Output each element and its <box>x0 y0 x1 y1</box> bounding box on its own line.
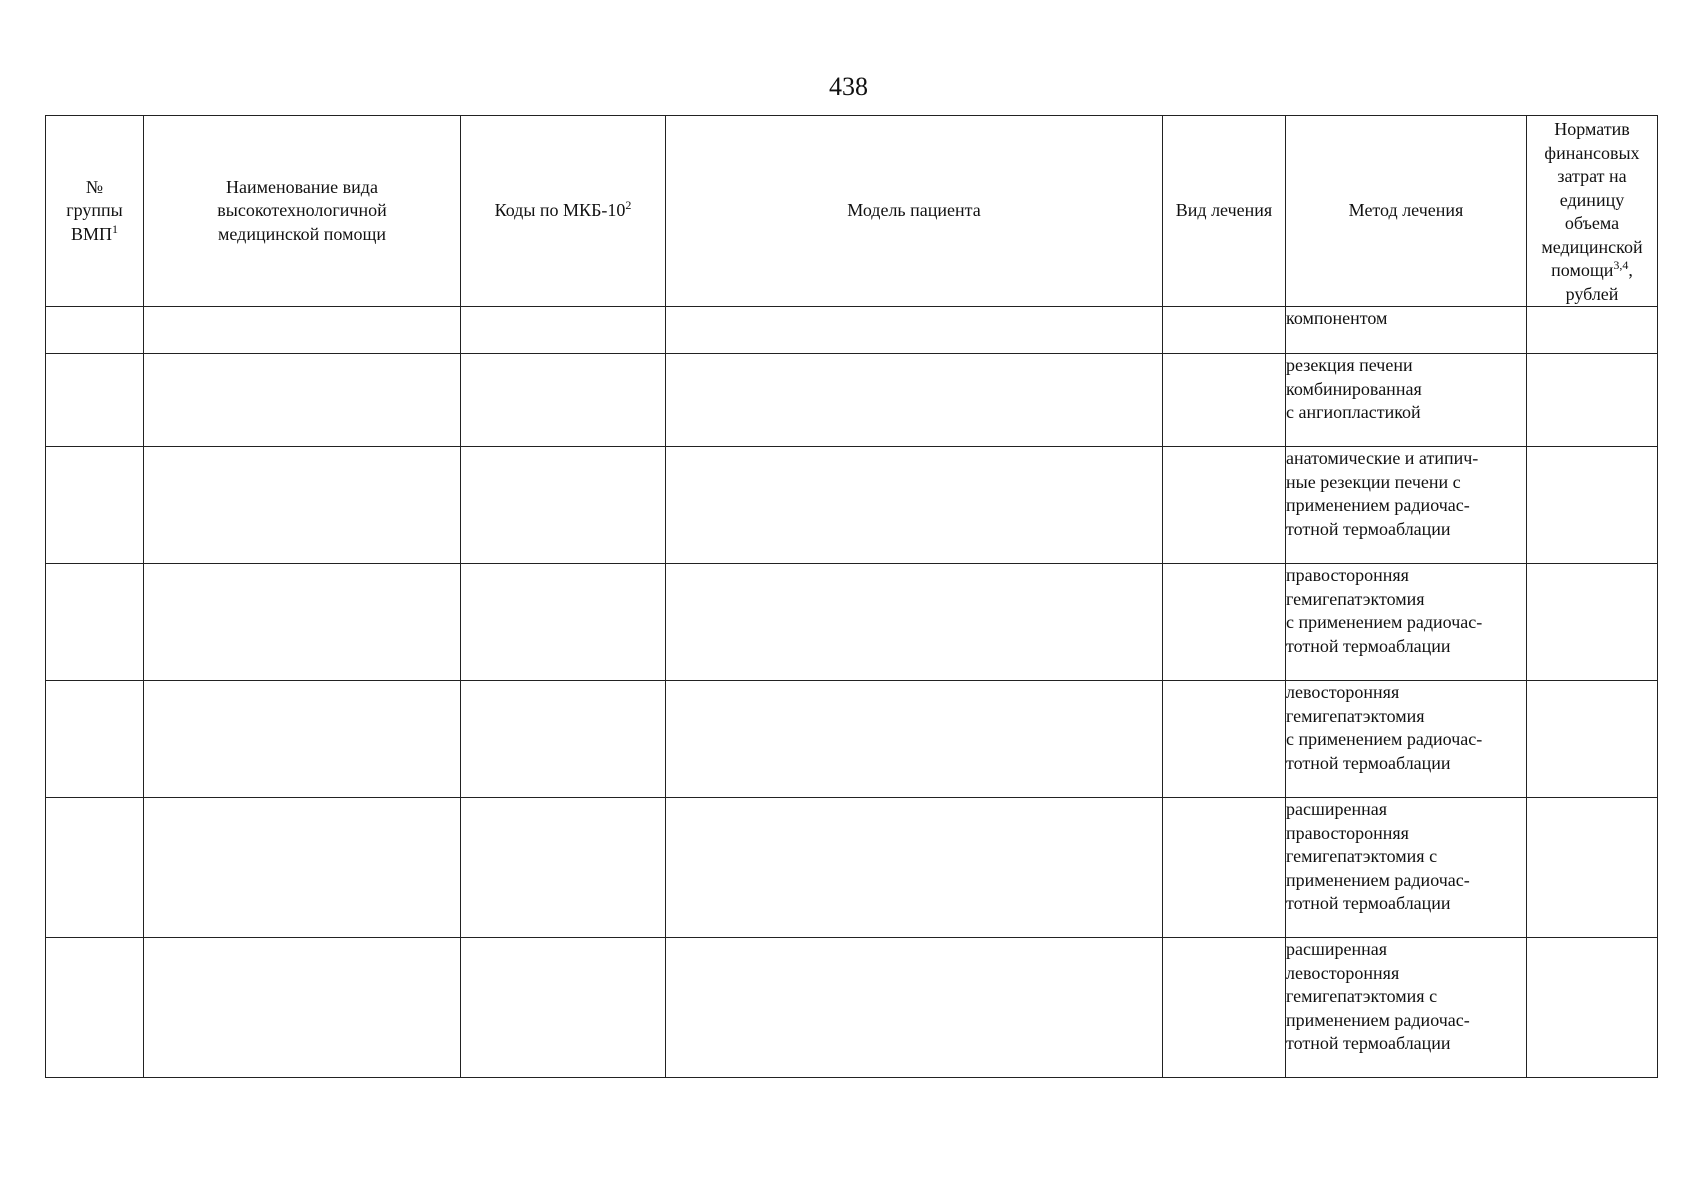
cell-patient-model <box>666 447 1163 564</box>
cell-group-no <box>46 354 144 447</box>
cell-cost-norm <box>1527 307 1658 354</box>
header-type-name: Наименование вида высокотехнологичной медицинской помощи <box>144 116 461 307</box>
cell-cost-norm <box>1527 681 1658 798</box>
cell-type-name <box>144 447 461 564</box>
method-line: с применением радиочас- <box>1286 612 1483 632</box>
method-line: комбинированная <box>1286 378 1422 399</box>
table-row <box>46 798 1658 938</box>
cell-icd-codes <box>461 681 666 798</box>
method-line: с применением радиочас- <box>1286 729 1483 749</box>
method-line: тотной термоаблации <box>1286 518 1451 539</box>
cell-cost-norm <box>1527 798 1658 938</box>
cell-patient-model <box>666 564 1163 681</box>
table-row <box>46 938 1658 1078</box>
cell-type-name <box>144 681 461 798</box>
method-line: левосторонняя <box>1286 962 1400 983</box>
header-treatment-type: Вид лечения <box>1163 116 1286 307</box>
cell-icd-codes <box>461 798 666 938</box>
cell-type-name <box>144 307 461 354</box>
method-line: тотной термоаблации <box>1286 752 1451 773</box>
method-line: тотной термоаблации <box>1286 1033 1451 1053</box>
cell-treatment-method <box>1286 681 1527 798</box>
cell-treatment-type <box>1163 307 1286 354</box>
header-icd-codes: Коды по МКБ-$10^2$ <box>461 116 666 307</box>
cell-treatment-type <box>1163 681 1286 798</box>
cell-treatment-method <box>1286 447 1527 564</box>
method-line: гемигепатэктомия с <box>1286 846 1438 866</box>
table-row <box>46 307 1658 354</box>
cell-treatment-method <box>1286 798 1527 938</box>
method-line: расширенная <box>1286 939 1387 959</box>
cell-icd-codes <box>461 354 666 447</box>
cell-icd-codes <box>461 938 666 1078</box>
cell-treatment-method <box>1286 938 1527 1078</box>
cell-type-name <box>144 798 461 938</box>
cell-treatment-type <box>1163 938 1286 1078</box>
cell-cost-norm <box>1527 447 1658 564</box>
cell-treatment-type <box>1163 447 1286 564</box>
cell-treatment-method <box>1286 564 1527 681</box>
cell-group-no <box>46 681 144 798</box>
method-line: левосторонняя <box>1286 682 1400 702</box>
cell-group-no <box>46 307 144 354</box>
cell-patient-model <box>666 938 1163 1078</box>
header-treatment-method: Метод лечения <box>1286 116 1527 307</box>
method-line: применением радиочас- <box>1286 869 1470 890</box>
table-row <box>46 681 1658 798</box>
medical-care-table <box>45 115 1658 1078</box>
header-patient-model: Модель пациента <box>666 116 1163 307</box>
cell-group-no <box>46 798 144 938</box>
cell-patient-model <box>666 354 1163 447</box>
method-line: правосторонняя <box>1286 565 1409 585</box>
method-line: применением радиочас- <box>1286 1009 1470 1030</box>
method-line: расширенная <box>1286 799 1387 819</box>
cell-treatment-type <box>1163 354 1286 447</box>
method-line: с ангиопластикой <box>1286 402 1421 422</box>
cell-treatment-type <box>1163 798 1286 938</box>
method-line: резекция печени <box>1286 355 1413 375</box>
method-line: тотной термоаблации <box>1286 635 1451 656</box>
cell-type-name <box>144 564 461 681</box>
cell-patient-model <box>666 681 1163 798</box>
method-line: гемигепатэктомия <box>1286 705 1425 726</box>
cell-group-no <box>46 564 144 681</box>
cell-patient-model <box>666 798 1163 938</box>
method-line: анатомические и атипич- <box>1286 448 1479 468</box>
method-line: гемигепатэктомия <box>1286 588 1425 609</box>
table-row <box>46 564 1658 681</box>
page-number: 438 <box>829 72 868 101</box>
cell-cost-norm <box>1527 354 1658 447</box>
method-line: компонентом <box>1286 308 1388 328</box>
cell-group-no <box>46 938 144 1078</box>
cell-treatment-method <box>1286 354 1527 447</box>
cell-icd-codes <box>461 564 666 681</box>
method-line: ные резекции печени с <box>1286 471 1461 492</box>
cell-group-no <box>46 447 144 564</box>
table-row <box>46 447 1658 564</box>
header-group-no: № группы ВМП$^1$ <box>46 116 144 307</box>
table-header-row <box>46 116 1658 307</box>
cell-icd-codes <box>461 307 666 354</box>
method-line: правосторонняя <box>1286 822 1409 843</box>
method-line: применением радиочас- <box>1286 495 1470 515</box>
cell-treatment-method <box>1286 307 1527 354</box>
header-cost-norm: Норматив финансовых затрат на единицу объема медицинской помощи$^{3,4}$, рублей <box>1527 116 1658 307</box>
cell-type-name <box>144 354 461 447</box>
cell-treatment-type <box>1163 564 1286 681</box>
table-body <box>46 307 1658 1078</box>
cell-patient-model <box>666 307 1163 354</box>
method-line: тотной термоаблации <box>1286 893 1451 913</box>
cell-icd-codes <box>461 447 666 564</box>
method-line: гемигепатэктомия с <box>1286 986 1438 1006</box>
cell-cost-norm <box>1527 564 1658 681</box>
cell-type-name <box>144 938 461 1078</box>
table-row <box>46 354 1658 447</box>
cell-cost-norm <box>1527 938 1658 1078</box>
